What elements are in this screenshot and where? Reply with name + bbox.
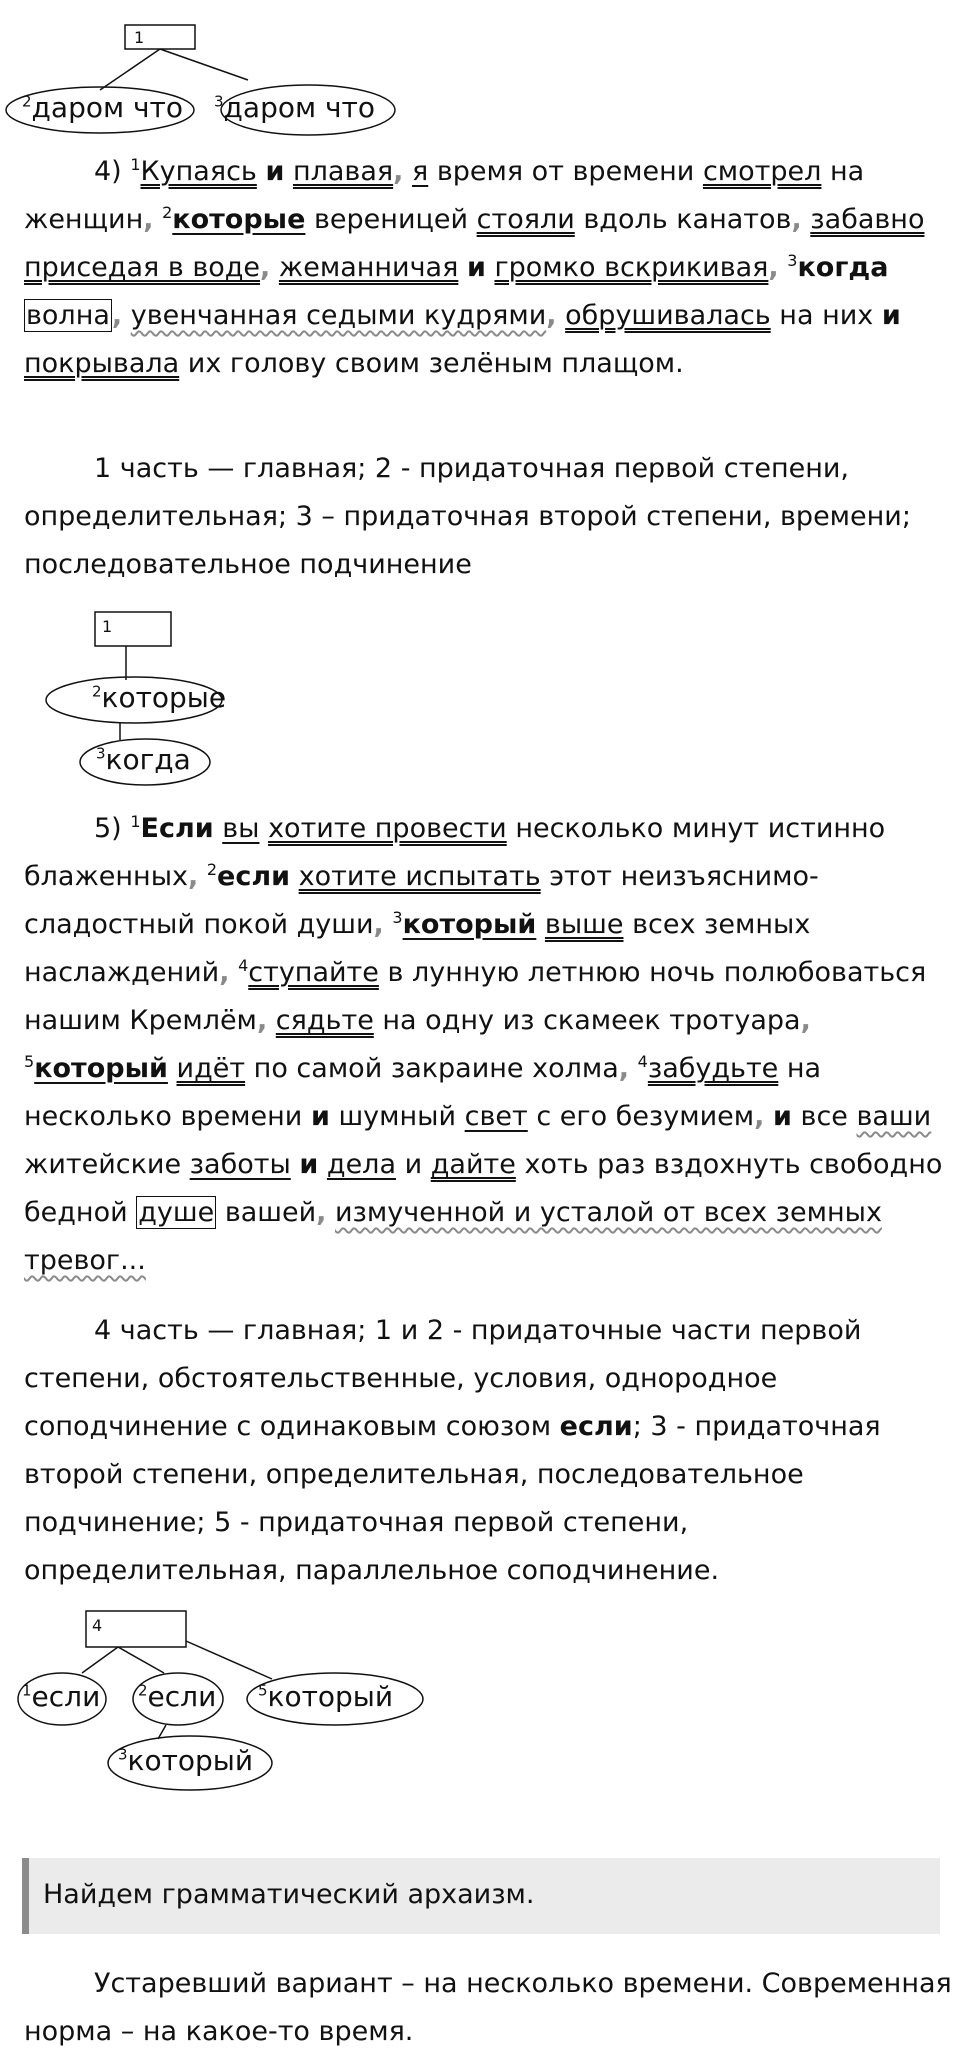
scheme-5-link-a (82, 1647, 118, 1673)
scheme-5-label-a: $^1$если (22, 1680, 101, 1713)
scheme-sentence-4 (0, 600, 960, 780)
scheme-4-box-number: 1 (102, 617, 113, 636)
archaism-answer: Устаревший вариант – на несколько времени. Современная норма – на какое-то время. (24, 1968, 952, 2047)
callout-text: Найдем грамматический архаизм. (43, 1879, 535, 1910)
scheme-sentence-5 (0, 1605, 960, 1805)
scheme-5-box-number: 4 (92, 1616, 103, 1635)
scheme-3-label-b: $^3$даром что (214, 91, 375, 124)
scheme-5-link-b (118, 1647, 164, 1673)
scheme-4-label-b: $^3$когда (96, 743, 191, 776)
scheme-3-link-b (160, 49, 248, 80)
scheme-3-link-a (100, 49, 160, 90)
scheme-5-label-d: $^3$который (118, 1744, 254, 1777)
scheme-sentence-3 (0, 0, 960, 140)
scheme-5-label-b: $^2$если (138, 1680, 217, 1713)
scheme-3-box-number: 1 (134, 28, 145, 47)
analysis-4: 1 часть — главная; 2 - придаточная первой степени, определительная; 3 – придаточная второй степени, времени; последовательное подчинение (24, 453, 911, 580)
sentence-4: 4) $^1$Купаясь и плавая, я время от времени смотрел на женщин, $^2$которые вереницей стояли вдоль канатов, забавно приседая в воде, жеманничая и громко вскрикивая, $^3$когда волна, увенчанная седыми кудрями, обрушивалась на них и покрывала их голову своим зелёным плащом. (24, 155, 925, 379)
scheme-4-label-a: $^2$которые (92, 681, 227, 714)
callout-archaism-heading (22, 1858, 940, 1934)
analysis-5: 4 часть — главная; 1 и 2 - придаточные части первой степени, обстоятельственные, условия, однородное соподчинение с одинаковым союзом если; 3 - придаточная второй степени, определительная, последовательное подчинение; 5 - придаточная первой степени, определительная, параллельное соподчинение. (24, 1315, 881, 1586)
scheme-5-label-c: $^5$который (258, 1680, 394, 1713)
scheme-3-label-a: $^2$даром что (22, 91, 183, 124)
sentence-5: 5) $^1$Если вы хотите провести несколько минут истинно блаженных, $^2$если хотите испытать этот неизъяснимо-сладостный покой души, $^3$который выше всех земных наслаждений, $^4$ступайте в лунную летнюю ночь полюбоваться нашим Кремлём, сядьте на одну из скамеек тротуара, $^5$который идёт по самой закраине холма, $^4$забудьте на несколько времени и шумный свет с его безумием, и все ваши житейские заботы и дела и дайте хоть раз вздохнуть свободно бедной душе вашей, измученной и усталой от всех земных тревог... (24, 812, 943, 1276)
scheme-5-link-c (186, 1641, 272, 1679)
